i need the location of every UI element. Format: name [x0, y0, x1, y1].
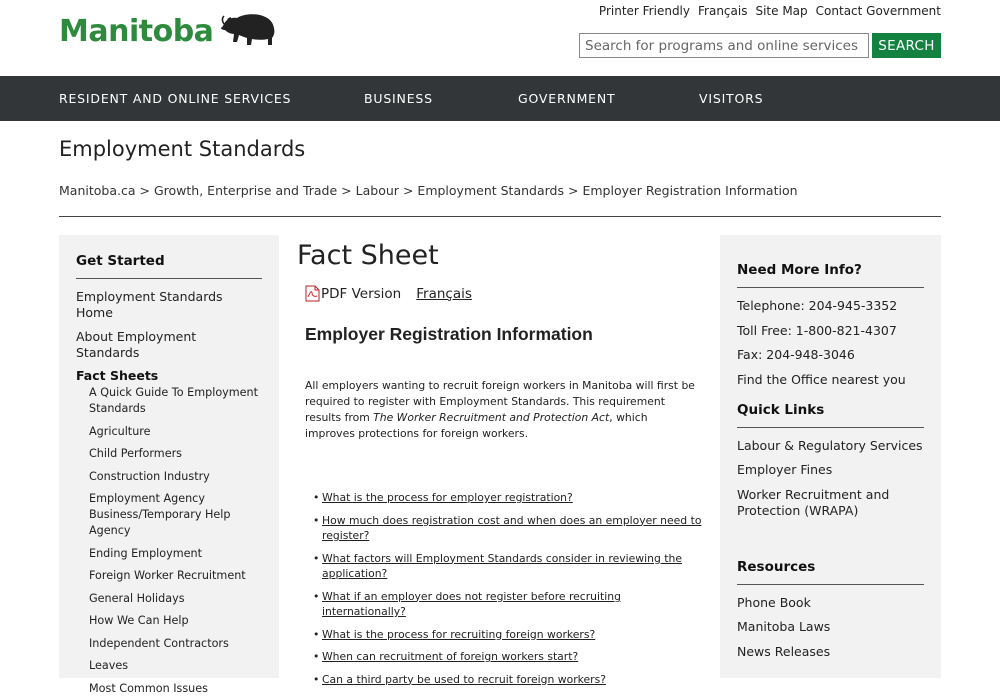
- list-item: [313, 589, 702, 620]
- quick-link-employer-fines[interactable]: Employer Fines: [737, 462, 833, 477]
- right-sidebar: [720, 235, 941, 678]
- list-item: [313, 551, 702, 582]
- contact-government-link[interactable]: Contact Government: [815, 4, 941, 18]
- main-content: [297, 235, 702, 694]
- intro-text: All employers wanting to recruit foreign workers in Manitoba will first be required to register with Employment Standards. This requirement results from: [305, 379, 695, 424]
- faq-link[interactable]: How much does registration cost and when does an employer need to register?: [322, 513, 702, 542]
- sidebar-heading-get-started: Get Started: [76, 253, 262, 279]
- bullet: •: [313, 627, 320, 641]
- breadcrumb-separator: >: [568, 183, 579, 198]
- pdf-version-link[interactable]: PDF Version: [321, 285, 402, 302]
- resource-phone-book[interactable]: Phone Book: [737, 594, 811, 610]
- nav-visitors[interactable]: VISITORS: [699, 91, 764, 106]
- breadcrumb-separator: >: [341, 183, 352, 198]
- find-office-link[interactable]: Find the Office nearest you: [737, 371, 906, 387]
- list-item: [313, 513, 702, 544]
- page-title: Employment Standards: [59, 137, 306, 161]
- divider: [59, 216, 941, 217]
- breadcrumb-separator: >: [402, 183, 414, 198]
- act-title: The Worker Recruitment and Protection Act: [373, 411, 610, 424]
- pdf-icon: [305, 285, 320, 302]
- fact-sheet-title: Fact Sheet: [297, 240, 439, 271]
- sidebar-subitem-foreign-worker-recruitment[interactable]: Foreign Worker Recruitment: [89, 569, 246, 582]
- resource-manitoba-laws[interactable]: Manitoba Laws: [737, 619, 831, 634]
- site-map-link[interactable]: Site Map: [755, 4, 808, 18]
- main-nav: [0, 76, 1000, 121]
- intro-text-end: , which improves protections for foreign workers.: [305, 411, 648, 440]
- sidebar-subitem-agriculture[interactable]: Agriculture: [89, 424, 151, 438]
- sidebar-subitem-construction-industry[interactable]: Construction Industry: [89, 469, 210, 483]
- sidebar-subitem-most-common-issues[interactable]: Most Common Issues: [89, 681, 208, 695]
- sidebar-section-fact-sheets[interactable]: Fact Sheets: [76, 368, 159, 383]
- list-item: [313, 672, 702, 688]
- quick-link-labour-regulatory[interactable]: Labour & Regulatory Services: [737, 437, 923, 453]
- sidebar-subitem-general-holidays[interactable]: General Holidays: [89, 591, 185, 605]
- breadcrumb-current: Employer Registration Information: [582, 183, 798, 198]
- list-item: [313, 649, 702, 665]
- manitoba-logo[interactable]: [59, 12, 279, 50]
- sidebar-subitem-child-performers[interactable]: Child Performers: [89, 447, 183, 460]
- breadcrumb-item[interactable]: Labour: [355, 183, 399, 198]
- need-more-info-heading: Need More Info?: [737, 262, 924, 288]
- sidebar-subitem-quick-guide[interactable]: A Quick Guide To Employment Standards: [89, 386, 259, 415]
- toll-free-info: Toll Free: 1-800-821-4307: [737, 322, 897, 338]
- faq-list: [313, 490, 702, 687]
- faq-link[interactable]: Can a third party be used to recruit foreign workers?: [322, 672, 606, 686]
- printer-friendly-link[interactable]: Printer Friendly: [598, 4, 690, 18]
- faq-link[interactable]: What is the process for employer registration?: [322, 491, 573, 504]
- sidebar-item-employment-standards-home[interactable]: Employment Standards Home: [76, 289, 223, 320]
- faq-link[interactable]: What factors will Employment Standards consider in reviewing the application?: [322, 551, 682, 580]
- fax-info: Fax: 204-948-3046: [737, 347, 855, 362]
- sidebar-item-about-employment-standards[interactable]: About Employment Standards: [76, 329, 197, 360]
- utility-links: [599, 4, 941, 18]
- bullet: •: [313, 551, 320, 565]
- faq-link[interactable]: What is the process for recruiting foreign workers?: [322, 627, 596, 641]
- quick-link-wrapa[interactable]: Worker Recruitment and Protection (WRAPA): [737, 486, 890, 518]
- bullet: •: [313, 491, 320, 504]
- list-item: [313, 490, 702, 506]
- quick-links-heading: Quick Links: [737, 402, 924, 428]
- faq-link[interactable]: What if an employer does not register before recruiting internationally?: [322, 589, 621, 618]
- nav-government[interactable]: GOVERNMENT: [518, 91, 616, 106]
- intro-paragraph: [305, 378, 700, 442]
- search-button[interactable]: SEARCH: [872, 33, 941, 58]
- breadcrumb-item[interactable]: Manitoba.ca: [59, 183, 136, 198]
- francais-link[interactable]: Français: [698, 4, 748, 18]
- bullet: •: [313, 513, 320, 527]
- resource-news-releases[interactable]: News Releases: [737, 643, 831, 659]
- sidebar-subitem-how-we-can-help[interactable]: How We Can Help: [89, 614, 189, 627]
- bullet: •: [313, 650, 320, 663]
- bullet: •: [313, 589, 320, 603]
- document-links: [305, 285, 702, 302]
- sidebar-subitem-employment-agency[interactable]: Employment Agency Business/Temporary Help Agency: [89, 492, 231, 537]
- breadcrumb: [59, 183, 798, 198]
- bullet: •: [313, 672, 320, 686]
- bison-icon: [217, 12, 279, 50]
- breadcrumb-separator: >: [139, 183, 150, 198]
- sidebar-subitem-ending-employment[interactable]: Ending Employment: [89, 546, 203, 560]
- list-item: [313, 627, 702, 643]
- nav-resident-online-services[interactable]: RESIDENT AND ONLINE SERVICES: [59, 91, 292, 106]
- site-header: [0, 0, 1000, 76]
- section-heading: Employer Registration Information: [305, 324, 593, 344]
- telephone-info: Telephone: 204-945-3352: [737, 298, 898, 313]
- nav-business[interactable]: BUSINESS: [364, 91, 433, 106]
- breadcrumb-item[interactable]: Growth, Enterprise and Trade: [153, 183, 338, 198]
- resources-heading: Resources: [737, 559, 924, 585]
- search-input[interactable]: [579, 33, 869, 58]
- sidebar-subitem-independent-contractors[interactable]: Independent Contractors: [89, 636, 229, 650]
- sidebar-subitem-leaves[interactable]: Leaves: [89, 659, 129, 672]
- francais-version-link[interactable]: Français: [416, 285, 472, 302]
- logo-text: Manitoba: [59, 13, 214, 49]
- breadcrumb-item[interactable]: Employment Standards: [417, 183, 564, 198]
- left-sidebar: [59, 235, 279, 695]
- faq-link[interactable]: When can recruitment of foreign workers start?: [322, 650, 579, 663]
